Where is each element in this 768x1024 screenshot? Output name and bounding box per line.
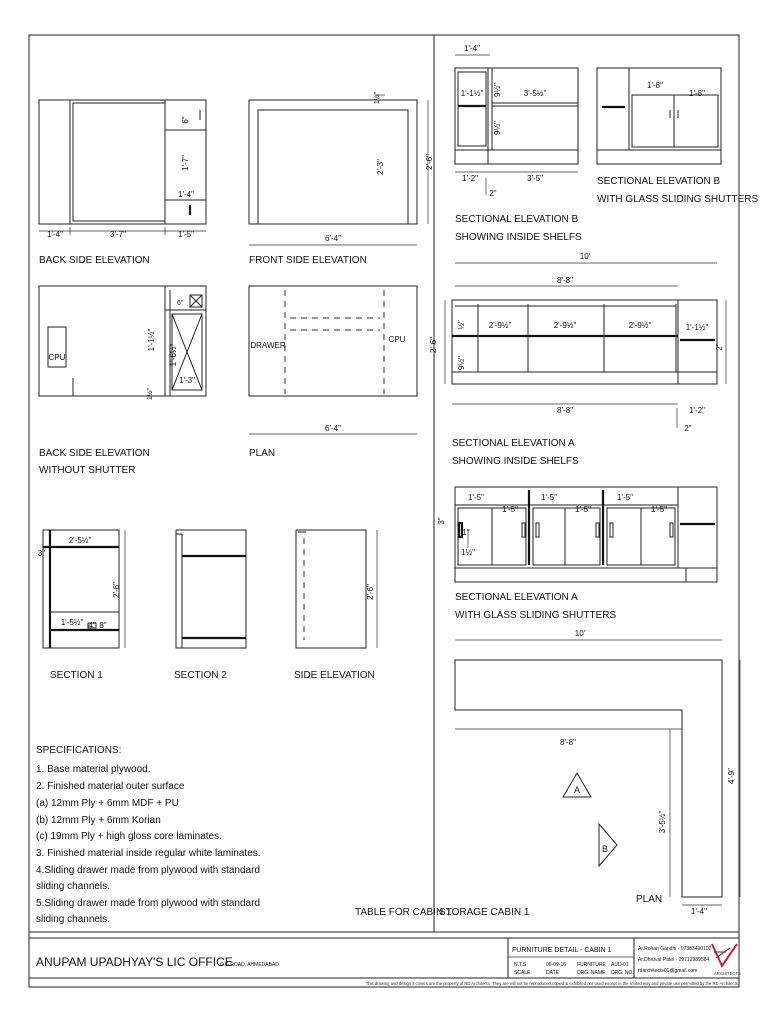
- side-elevation: [294, 530, 377, 681]
- dim-9-half-seca: 9½": [457, 356, 466, 370]
- label-storage-cabin: STORAGE CABIN 1: [439, 907, 530, 918]
- dim-3-5-half-plan: 3'-5½": [658, 810, 667, 834]
- spec-line: 5.Sliding drawer made from plywood with standard: [36, 898, 260, 909]
- project-name: ANUPAM UPADHYAY'S LIC OFFICE: [36, 955, 233, 969]
- dim-8-8-seca-top: 8'-8": [557, 276, 573, 285]
- dim-1-5-a3: 1'-5": [541, 493, 557, 502]
- dim-1-5-a2: 1'-5": [502, 505, 518, 514]
- drawing-name-value: FURNITURE: [577, 962, 606, 968]
- label-side-elevation: SIDE ELEVATION: [294, 670, 375, 681]
- drawing-title: FURNITURE DETAIL - CABIN 1: [512, 947, 612, 954]
- rd-architects-logo-icon: [712, 944, 737, 966]
- dim-2-9-half-3: 2'-9½": [628, 321, 652, 330]
- dim-6-back: 6": [181, 116, 190, 124]
- dim-1-1-half-secb: 1'-1½": [460, 89, 484, 98]
- dim-1-6-half: 1'-6½": [169, 343, 178, 367]
- label-sec-b-glass-1: SECTIONAL ELEVATION B: [597, 176, 721, 187]
- label-plan-table: PLAN: [249, 448, 276, 459]
- dim-2-seca: 2": [715, 343, 724, 351]
- label-section-2: SECTION 2: [174, 670, 227, 681]
- sectional-elevation-b-shelfs: [455, 44, 582, 243]
- label-back-side-without-2: WITHOUT SHUTTER: [39, 465, 136, 476]
- dim-9-half-secb-bottom: 9½": [493, 121, 502, 135]
- dim-8-8-seca-bottom: 8'-8": [557, 406, 573, 415]
- dim-3-section1: 3": [37, 549, 45, 558]
- dim-1-4-secb: 1'-4": [464, 44, 480, 53]
- dim-1-5-a6: 1'-5": [651, 505, 667, 514]
- dim-3-5: 3'-5": [527, 174, 543, 183]
- dim-10-seca: 10': [579, 252, 591, 261]
- dim-1-2-secb: 1'-2": [462, 174, 478, 183]
- dim-2-3: 2'-3": [376, 159, 385, 175]
- title-block: [29, 938, 741, 986]
- label-back-side-elevation: BACK SIDE ELEVATION: [39, 255, 150, 266]
- dim-9-half-secb-top: 9½": [493, 83, 502, 97]
- spec-line: 1. Base material plywood.: [36, 764, 151, 775]
- dim-1-3: 1'-3": [179, 376, 195, 385]
- dim-4-9: 4'-9": [727, 768, 736, 784]
- dim-1-1-half: 1'-1½": [147, 328, 156, 352]
- specifications: [36, 745, 261, 925]
- spec-line: sliding channels.: [36, 914, 110, 925]
- spec-line: 4.Sliding drawer made from plywood with standard: [36, 865, 260, 876]
- dim-half-seca: ½": [457, 320, 466, 330]
- label-section-1: SECTION 1: [50, 670, 103, 681]
- dim-half-seca-glass: 1½": [461, 548, 475, 557]
- label-plan-storage: PLAN: [636, 894, 663, 905]
- spec-line: sliding channels.: [36, 881, 110, 892]
- dim-1-5-a5: 1'-5": [617, 493, 633, 502]
- sectional-elevation-b-glass: [597, 68, 758, 205]
- dim-3-5-half: 3'-5½": [523, 89, 547, 98]
- label-sec-b-shelfs-2: SHOWING INSIDE SHELFS: [455, 232, 582, 243]
- dim-3-7: 3'-7": [110, 230, 126, 239]
- dim-6-4-front: 6'-4": [325, 234, 341, 243]
- dim-half-front: 1½": [374, 91, 381, 105]
- section-2: [174, 530, 246, 681]
- glass-shutter-bay: [458, 508, 675, 565]
- dim-1-5-a1: 1'-5": [468, 493, 484, 502]
- dim-1-4-plan: 1'-4": [691, 907, 707, 916]
- dim-1-2-seca: 1'-2": [689, 406, 705, 415]
- architect-1: Ar.Rohan Gandhi - 07383490102: [638, 946, 712, 952]
- dim-6-shelf: 6": [177, 300, 184, 307]
- dim-2-6-side: 2'-6": [366, 584, 375, 600]
- label-sec-a-shelfs-2: SHOWING INSIDE SHELFS: [452, 456, 579, 467]
- drawing-no-value: AUD-01: [611, 962, 629, 968]
- spec-line: (c) 19mm Ply + high gloss core laminates.: [36, 831, 222, 842]
- dim-2-6-seca: 2'-6": [429, 337, 438, 353]
- architect-email: rdarchitects01@gmail.com: [638, 968, 698, 974]
- label-back-side-without-1: BACK SIDE ELEVATION: [39, 448, 150, 459]
- table-plan: [249, 286, 417, 459]
- label-sec-b-shelfs-1: SECTIONAL ELEVATION B: [455, 214, 579, 225]
- marker-a-label: A: [573, 785, 581, 795]
- dim-1-4-back: 1'-4": [47, 230, 63, 239]
- label-sec-a-glass-1: SECTIONAL ELEVATION A: [455, 592, 578, 603]
- dim-half-without: 1½": [147, 387, 154, 401]
- section-1: [38, 530, 125, 681]
- project-location: C.G ROAD, AHMEDABAD: [220, 962, 279, 968]
- dim-1-1-half-seca: 1'-1½": [685, 323, 709, 332]
- spec-heading: SPECIFICATIONS:: [36, 745, 122, 756]
- dim-1-7: 1'-7": [181, 155, 190, 171]
- dim-2-seca-bottom: 2": [684, 424, 692, 433]
- date-label: DATE: [546, 970, 559, 976]
- storage-plan: [455, 629, 740, 916]
- sectional-elevation-a-glass: [437, 487, 717, 621]
- dim-1-seca-glass: 1": [462, 528, 470, 537]
- spec-line: (b) 12mm Ply + 6mm Korian: [36, 815, 161, 826]
- dim-2-6-section1: 2'-6": [112, 582, 121, 598]
- dim-3-seca-glass: 3": [437, 517, 446, 525]
- label-cpu-back: CPU: [48, 353, 66, 362]
- back-side-elevation-without-shutter: [39, 286, 206, 476]
- dim-2-9-half-1: 2'-9½": [488, 321, 512, 330]
- spec-line: 2. Finished material outer surface: [36, 781, 185, 792]
- dim-1-8-left: 1'-8": [647, 81, 663, 90]
- label-cpu-plan: CPU: [388, 335, 406, 344]
- disclaimer: This drawing and design it covers are the property of RD Architects. They are will not be reproduced,copied & exhibited nor used except in the limited way and private use permitted by the RD Architects.: [365, 981, 739, 986]
- front-side-elevation: [249, 91, 434, 266]
- dim-6-4-plan: 6'-4": [325, 424, 341, 433]
- dim-10-plan: 10': [574, 629, 586, 638]
- dim-2-secb: 2": [489, 189, 497, 198]
- scale-label: SCALE: [514, 970, 531, 976]
- scale-value: N.T.S: [514, 962, 527, 968]
- architect-2: Ar.Dhruval Patel - 09712989584: [638, 957, 710, 963]
- dim-1-5-a4: 1'-5": [575, 505, 591, 514]
- dim-2-6-front: 2'-6": [425, 154, 434, 170]
- dim-2-9-half-2: 2'-9½": [553, 321, 577, 330]
- drawing-name-label: DRG. NAME: [577, 970, 606, 976]
- dim-8-section1: 8": [99, 621, 107, 630]
- label-drawer: DRAWER: [250, 341, 286, 350]
- label-sec-a-glass-2: WITH GLASS SLIDING SHUTTERS: [455, 610, 617, 621]
- date-value: 06-09-16: [546, 962, 567, 968]
- spec-line: 3. Finished material inside regular white laminates.: [36, 848, 261, 859]
- dim-2-5-half: 2'-5½": [68, 536, 92, 545]
- label-sec-b-glass-2: WITH GLASS SLIDING SHUTTERS: [597, 194, 759, 205]
- label-table-for-cabin: TABLE FOR CABIN 1: [355, 907, 452, 918]
- dim-8-8-plan: 8'-8": [560, 738, 576, 747]
- label-sec-a-shelfs-1: SECTIONAL ELEVATION A: [452, 438, 575, 449]
- back-side-elevation: [39, 100, 206, 266]
- dim-1-5-half: 1'-5½": [60, 618, 84, 627]
- dim-1-5: 1'-5": [178, 230, 194, 239]
- marker-b-label: B: [601, 844, 609, 854]
- drawing-no-label: DRG. NO.: [611, 970, 634, 976]
- dim-1-8-right: 1'-8": [689, 89, 705, 98]
- dim-1-4-back-v: 1'-4": [178, 190, 194, 199]
- spec-line: (a) 12mm Ply + 6mm MDF + PU: [36, 798, 179, 809]
- label-front-side-elevation: FRONT SIDE ELEVATION: [249, 255, 367, 266]
- logo-caption: ARCHITECTS: [714, 971, 741, 976]
- dim-4-section1: 4": [88, 621, 96, 630]
- sectional-elevation-a-shelfs: [429, 252, 726, 467]
